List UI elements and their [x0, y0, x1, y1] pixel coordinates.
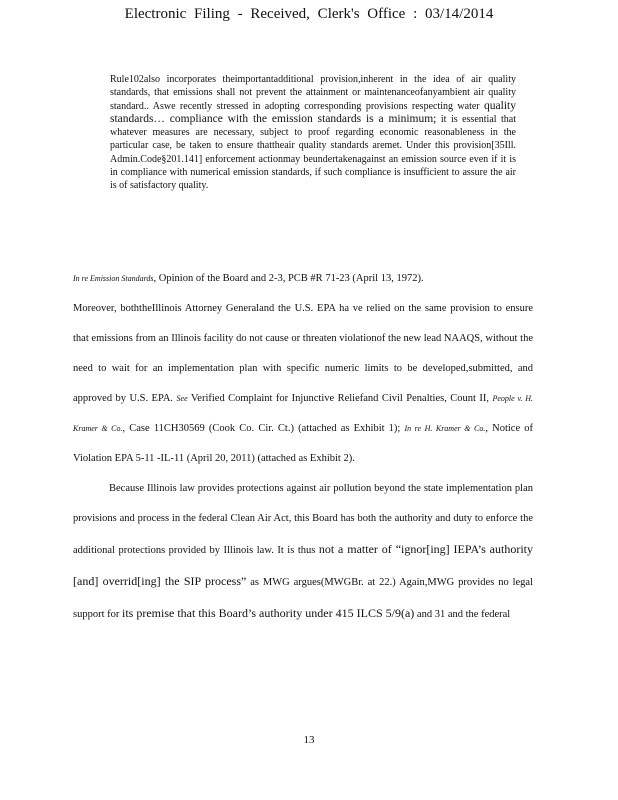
premise-text: its premise that this Board’s authority under 415 ILCS 5/9(a)	[122, 606, 415, 620]
body-text	[73, 264, 533, 630]
case-name-people-v-kramer: People v. H. Kramer & Co.	[73, 394, 534, 433]
sip-quote-text: not a matter of “ignor[ing] IEPA’s authority [and] overrid[ing] the SIP process”	[73, 542, 534, 588]
mwg-argues-text: as MWG argues(MWGBr. at 22.) Again,MWG provides no legal support for	[73, 577, 534, 620]
federal-text: and 31 and the federal	[416, 609, 511, 620]
citation-rest: , Opinion of the Board and 2-3, PCB #R 71-23 (April 13, 1972).	[153, 273, 424, 284]
notice-citation: , Notice of Violation EPA 5-11 -IL-11 (April 20, 2011) (attached as Exhibit 2).	[73, 423, 534, 464]
filing-header: Electronic Filing - Received, Clerk's Office : 03/14/2014	[124, 6, 494, 22]
page-number: 13	[303, 734, 315, 746]
case-name-in-re-kramer: In re H. Kramer & Co.	[404, 424, 486, 433]
quote-text-1: Rule102also incorporates theimportantadditional provision,inherent in the idea of air quality standards, that emissions shall not prevent the attainment or maintenanceofanyambient air quality standard.. Aswe recently stressed in adopting corresponding provisions respecting water	[110, 74, 516, 112]
paragraph-moreover	[73, 294, 533, 474]
paragraph-moreover-text: Moreover, boththeIllinois Attorney Generaland the U.S. EPA ha ve relied on the same provision to ensure that emissions from an Illinois facility do not cause or threaten violationof the new lead NAAQS, without the need to wait for an implementation plan with specific numeric limits to be developed,submitted, and approved by U.S. EPA.	[73, 303, 533, 404]
block-quote	[110, 73, 516, 193]
citation-paragraph	[73, 264, 533, 294]
paragraph-because-text: Because Illinois law provides protections against air pollution beyond the state implementation plan provisions and process in the federal Clean Air Act, this Board has both the authority and duty to enforce the additional protections provided by Illinois law. It is thus	[73, 483, 533, 556]
quote-text-emphasis: quality standards… compliance with the emission standards is a minimum;	[110, 99, 516, 125]
case-name-emission-standards: In re Emission Standards	[73, 274, 154, 283]
paragraph-because	[73, 474, 533, 630]
quote-text-2: it is essential that whatever measures are necessary, subject to proof regarding economic reasonableness in the particular case, be taken to ensure thattheair quality standards aremet. Under this provision[35Ill. Admin.Code§201.141] enforcement actionmay beundertakenagainst an emission source even if it is in compliance with numerical emission standards, if such compliance is insufficient to assure the air is of satisfactory quality.	[110, 113, 517, 192]
case-citation-cook: , Case 11CH30569 (Cook Co. Cir. Ct.) (attached as Exhibit 1);	[122, 423, 401, 434]
see-signal: See	[176, 394, 188, 403]
complaint-citation: Verified Complaint for Injunctive Reliefand Civil Penalties, Count II,	[190, 393, 489, 404]
